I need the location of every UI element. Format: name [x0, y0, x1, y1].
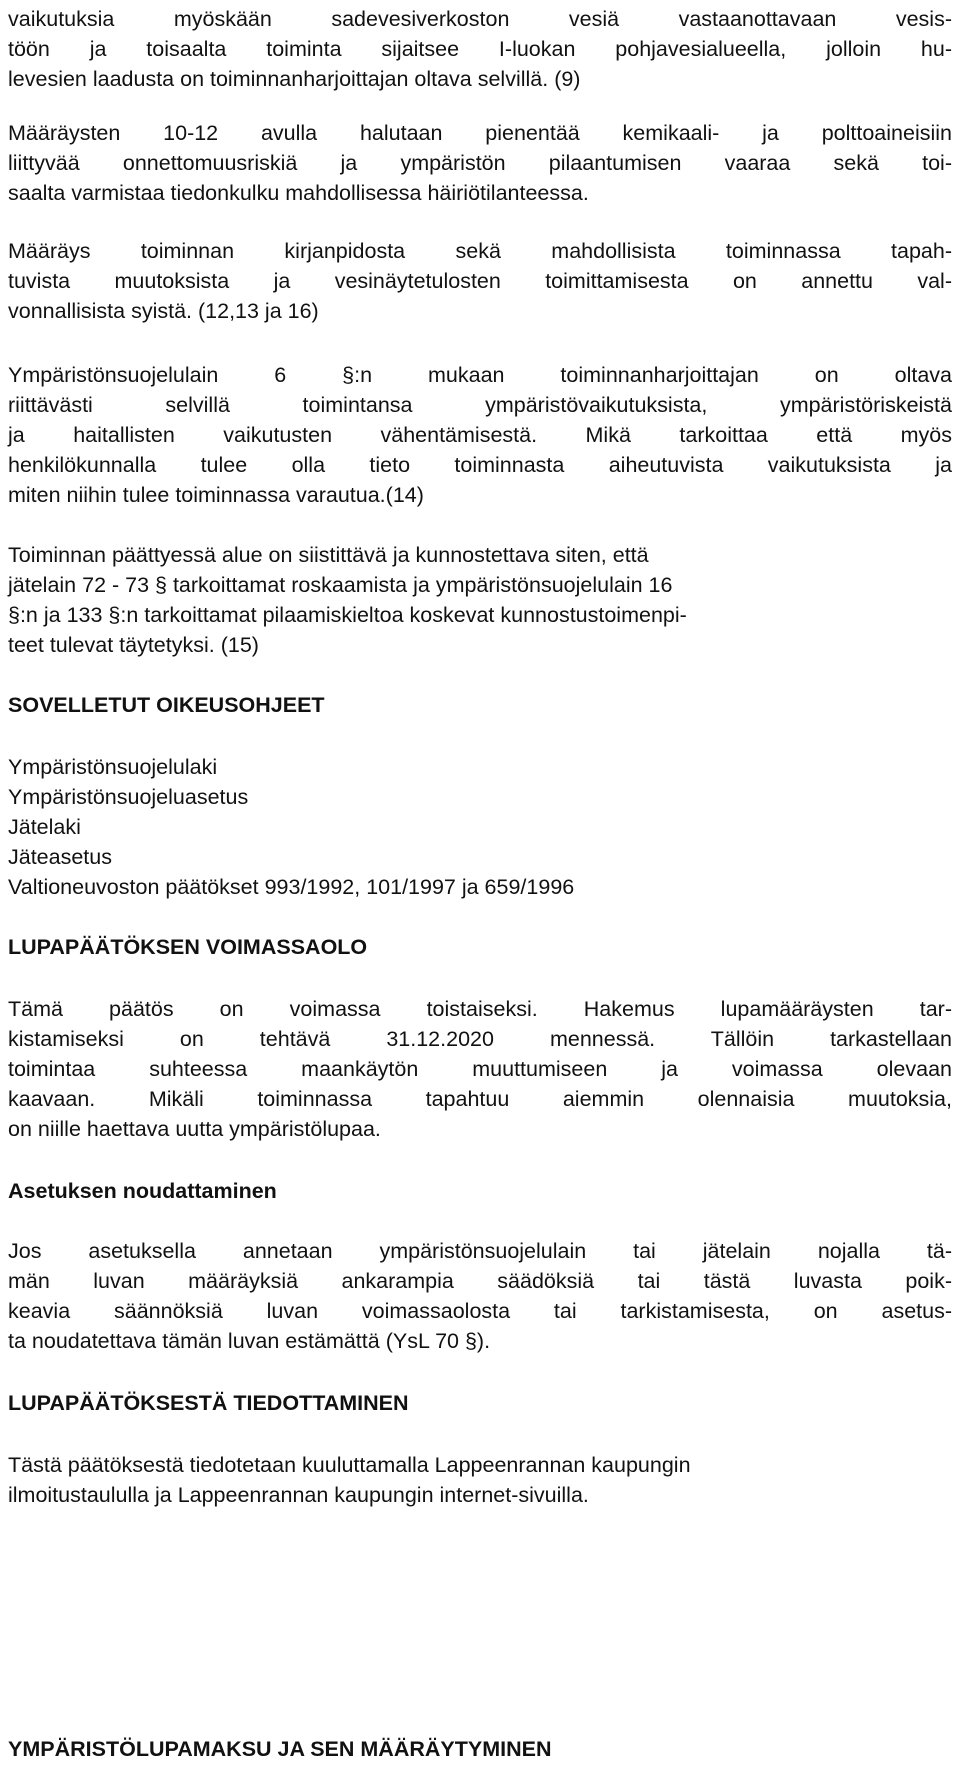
list-item: Ympäristönsuojeluasetus: [8, 785, 249, 809]
text-line: Tämä päätös on voimassa toistaiseksi. Hakemus lupamääräysten tar-: [8, 997, 952, 1021]
section-heading-maksu: YMPÄRISTÖLUPAMAKSU JA SEN MÄÄRÄYTYMINEN: [8, 1737, 552, 1761]
list-item: Ympäristönsuojelulaki: [8, 755, 218, 779]
text-line: riittävästi selvillä toimintansa ympäristövaikutuksista, ympäristöriskeistä: [8, 393, 952, 417]
text-line: Jos asetuksella annetaan ympäristönsuojelulain tai jätelain nojalla tä-: [8, 1239, 952, 1263]
list-item: Jätelaki: [8, 815, 81, 839]
text-line: kaavaan. Mikäli toiminnassa tapahtuu aiemmin olennaisia muutoksia,: [8, 1087, 952, 1111]
text-line: Tästä päätöksestä tiedotetaan kuuluttamalla Lappeenrannan kaupungin: [8, 1453, 691, 1477]
text-line: jätelain 72 - 73 § tarkoittamat roskaamista ja ympäristönsuojelulain 16: [8, 573, 673, 597]
text-line: kistamiseksi on tehtävä 31.12.2020 mennessä. Tällöin tarkastellaan: [8, 1027, 952, 1051]
text-line: liittyvää onnettomuusriskiä ja ympäristön pilaantumisen vaaraa sekä toi-: [8, 151, 952, 175]
section-heading-tiedottaminen: LUPAPÄÄTÖKSESTÄ TIEDOTTAMINEN: [8, 1391, 409, 1415]
text-line: män luvan määräyksiä ankarampia säädöksiä tai tästä luvasta poik-: [8, 1269, 952, 1293]
text-line: tuvista muutoksista ja vesinäytetulosten toimittamisesta on annettu val-: [8, 269, 952, 293]
text-line: Määräysten 10-12 avulla halutaan pienentää kemikaali- ja polttoaineisiin: [8, 121, 952, 145]
text-line: vaikutuksia myöskään sadevesiverkoston vesiä vastaanottavaan vesis-: [8, 7, 952, 31]
text-line: vonnallisista syistä. (12,13 ja 16): [8, 299, 319, 323]
text-line: henkilökunnalla tulee olla tieto toiminnasta aiheutuvista vaikutuksista ja: [8, 453, 952, 477]
text-line: Määräys toiminnan kirjanpidosta sekä mahdollisista toiminnassa tapah-: [8, 239, 952, 263]
text-line: Toiminnan päättyessä alue on siistittävä ja kunnostettava siten, että: [8, 543, 649, 567]
text-line: saalta varmistaa tiedonkulku mahdollisessa häiriötilanteessa.: [8, 181, 589, 205]
text-line: ja haitallisten vaikutusten vähentämisestä. Mikä tarkoittaa että myös: [8, 423, 952, 447]
text-line: ta noudatettava tämän luvan estämättä (YsL 70 §).: [8, 1329, 491, 1353]
text-line: Ympäristönsuojelulain 6 §:n mukaan toiminnanharjoittajan on oltava: [8, 363, 952, 387]
section-heading-sovelletut: SOVELLETUT OIKEUSOHJEET: [8, 693, 325, 717]
text-line: keavia säännöksiä luvan voimassaolosta tai tarkistamisesta, on asetus-: [8, 1299, 952, 1323]
text-line: töön ja toisaalta toiminta sijaitsee I-luokan pohjavesialueella, jolloin hu-: [8, 37, 952, 61]
text-line: toimintaa suhteessa maankäytön muuttumiseen ja voimassa olevaan: [8, 1057, 952, 1081]
text-line: teet tulevat täytetyksi. (15): [8, 633, 259, 657]
list-item: Valtioneuvoston päätökset 993/1992, 101/1997 ja 659/1996: [8, 875, 575, 899]
text-line: levesien laadusta on toiminnanharjoittajan oltava selvillä. (9): [8, 67, 581, 91]
list-item: Jäteasetus: [8, 845, 112, 869]
text-line: §:n ja 133 §:n tarkoittamat pilaamiskieltoa koskevat kunnostustoimenpi-: [8, 603, 687, 627]
section-heading-voimassaolo: LUPAPÄÄTÖKSEN VOIMASSAOLO: [8, 935, 368, 959]
text-line: miten niihin tulee toiminnassa varautua.(14): [8, 483, 424, 507]
text-line: ilmoitustaululla ja Lappeenrannan kaupungin internet-sivuilla.: [8, 1483, 589, 1507]
section-heading-asetuksen: Asetuksen noudattaminen: [8, 1179, 277, 1203]
text-line: on niille haettava uutta ympäristölupaa.: [8, 1117, 381, 1141]
